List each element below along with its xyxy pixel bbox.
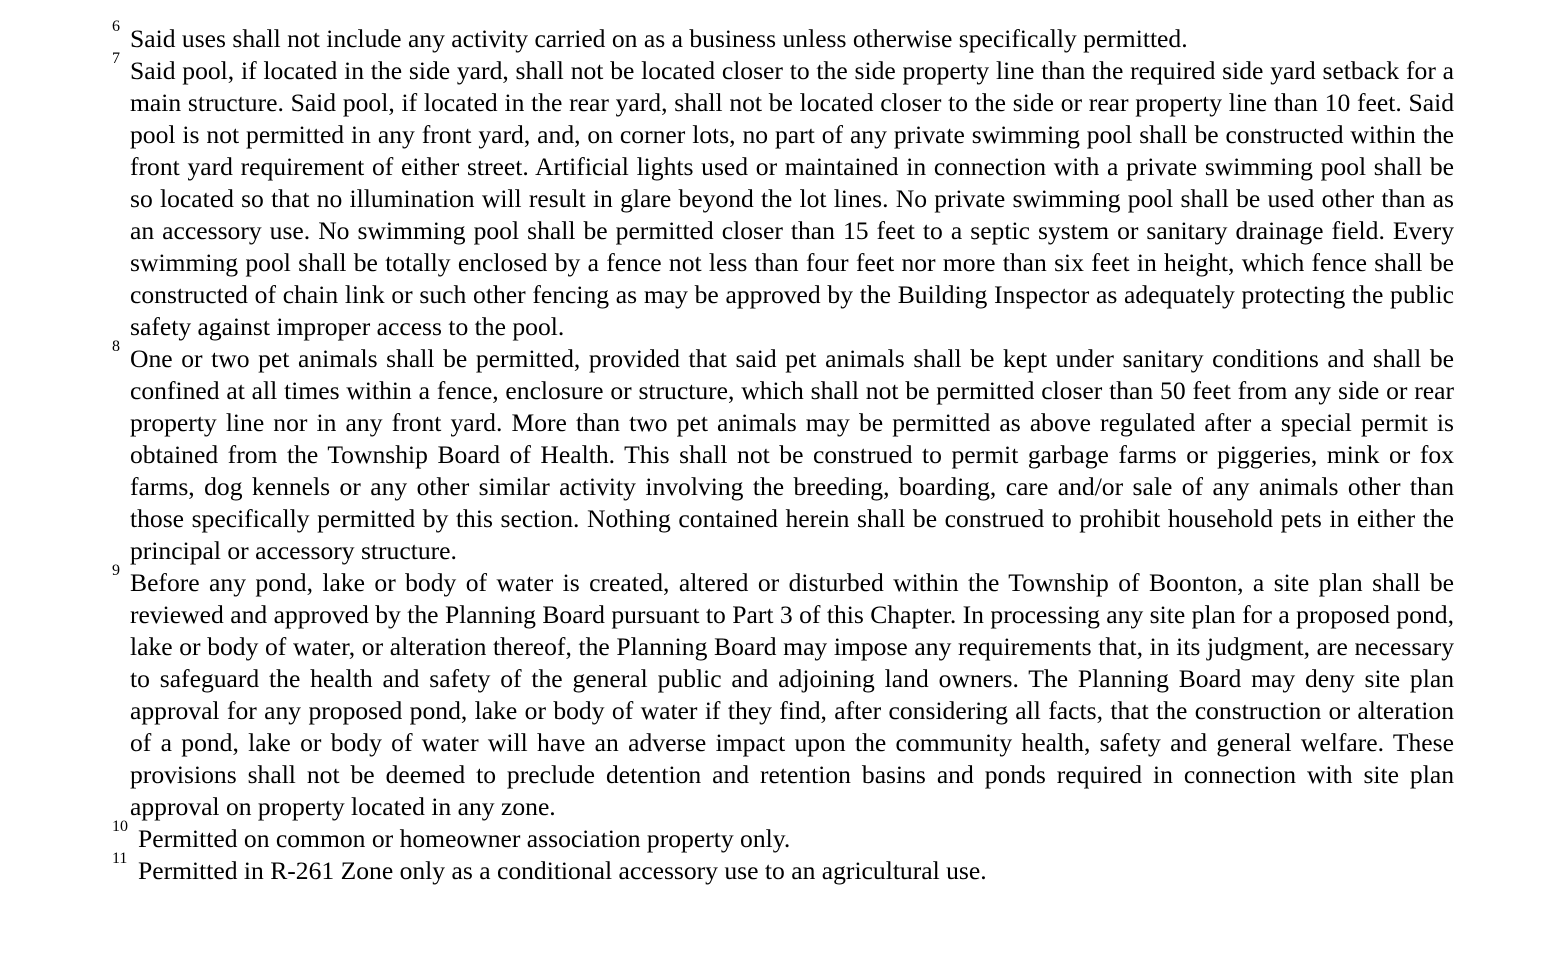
footnote-marker: 10 bbox=[112, 818, 128, 835]
footnote-marker: 6 bbox=[112, 18, 120, 35]
footnote-text: Said pool, if located in the side yard, shall not be located closer to the side property line than the required side yard setback for a main structure. Said pool, if located in the rear yard, shall not be located closer to the side or rear property line than 10 feet. Said pool is not permitted in any front yard, and, on corner lots, no part of any private swimming pool shall be constructed within the front yard requirement of either street. Artificial lights used or maintained in connection with a private swimming pool shall be so located so that no illumination will result in glare beyond the lot lines. No private swimming pool shall be used other than as an accessory use. No swimming pool shall be permitted closer than 15 feet to a septic system or sanitary drainage field. Every swimming pool shall be totally enclosed by a fence not less than four feet nor more than six feet in height, which fence shall be constructed of chain link or such other fencing as may be approved by the Building Inspector as adequately protecting the public safety against improper access to the pool. bbox=[130, 56, 1454, 341]
footnote-10 bbox=[112, 818, 1454, 855]
footnote-marker: 7 bbox=[112, 50, 120, 67]
footnote-marker: 8 bbox=[112, 338, 120, 355]
document-page bbox=[112, 18, 1454, 887]
footnote-marker: 11 bbox=[112, 850, 128, 867]
footnote-6 bbox=[112, 18, 1454, 55]
footnote-marker: 9 bbox=[112, 562, 120, 579]
footnote-7 bbox=[112, 50, 1454, 343]
footnote-8 bbox=[112, 338, 1454, 567]
footnote-11 bbox=[112, 850, 1454, 887]
footnote-text: Permitted in R-261 Zone only as a conditional accessory use to an agricultural use. bbox=[138, 856, 987, 885]
footnote-text: Before any pond, lake or body of water is created, altered or disturbed within the Township of Boonton, a site plan shall be reviewed and approved by the Planning Board pursuant to Part 3 of this Chapter. In processing any site plan for a proposed pond, lake or body of water, or alteration thereof, the Planning Board may impose any requirements that, in its judgment, are necessary to safeguard the health and safety of the general public and adjoining land owners. The Planning Board may deny site plan approval for any proposed pond, lake or body of water if they find, after considering all facts, that the construction or alteration of a pond, lake or body of water will have an adverse impact upon the community health, safety and general welfare. These provisions shall not be deemed to preclude detention and retention basins and ponds required in connection with site plan approval on property located in any zone. bbox=[130, 568, 1454, 821]
footnote-text: Said uses shall not include any activity carried on as a business unless otherwise specifically permitted. bbox=[130, 24, 1188, 53]
footnote-9 bbox=[112, 562, 1454, 823]
footnote-text: One or two pet animals shall be permitted, provided that said pet animals shall be kept under sanitary conditions and shall be confined at all times within a fence, enclosure or structure, which shall not be permitted closer than 50 feet from any side or rear property line nor in any front yard. More than two pet animals may be permitted as above regulated after a special permit is obtained from the Township Board of Health. This shall not be construed to permit garbage farms or piggeries, mink or fox farms, dog kennels or any other similar activity involving the breeding, boarding, care and/or sale of any animals other than those specifically permitted by this section. Nothing contained herein shall be construed to prohibit household pets in either the principal or accessory structure. bbox=[130, 344, 1454, 565]
footnote-text: Permitted on common or homeowner association property only. bbox=[138, 824, 791, 853]
